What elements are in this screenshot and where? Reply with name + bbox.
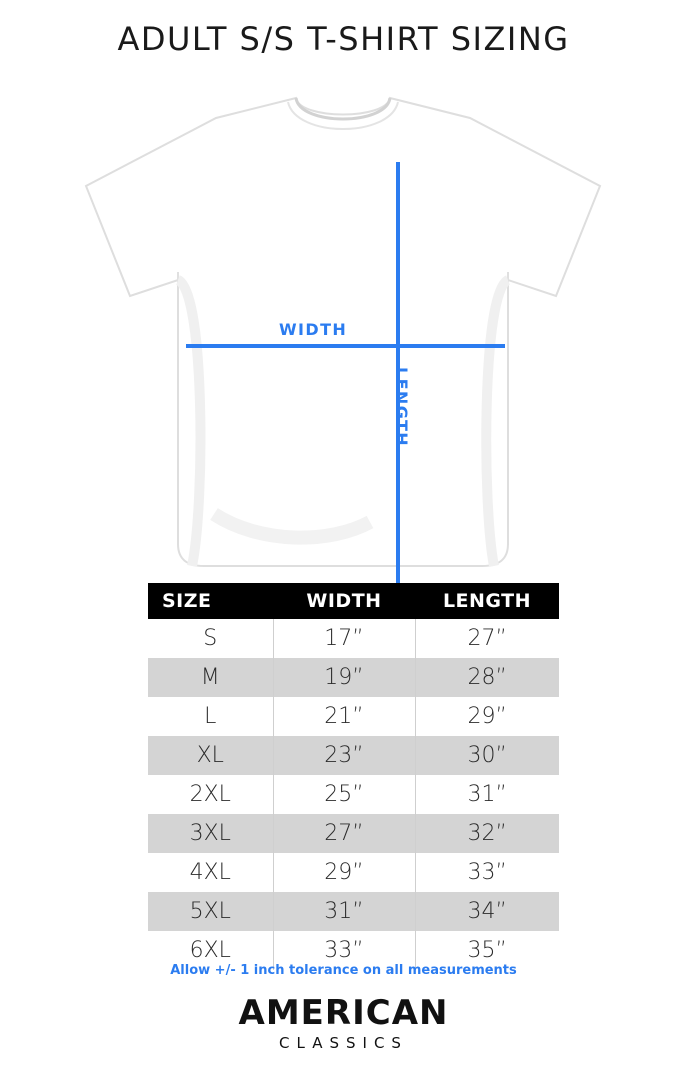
cell-size: 2XL [148, 775, 273, 814]
width-label: WIDTH [279, 320, 348, 339]
table-header-row [148, 583, 559, 619]
cell-length: 30” [415, 736, 559, 775]
table-row [148, 619, 559, 658]
cell-width: 21” [273, 697, 415, 736]
table-row [148, 853, 559, 892]
shirt-diagram [0, 74, 687, 574]
cell-length: 27” [415, 619, 559, 658]
width-measure-line [186, 344, 505, 348]
cell-length: 34” [415, 892, 559, 931]
table-row [148, 736, 559, 775]
cell-size: 6XL [148, 931, 273, 970]
table-row [148, 892, 559, 931]
cell-width: 33” [273, 931, 415, 970]
cell-length: 33” [415, 853, 559, 892]
table-row [148, 658, 559, 697]
cell-length: 31” [415, 775, 559, 814]
cell-length: 29” [415, 697, 559, 736]
table-row [148, 775, 559, 814]
cell-width: 19” [273, 658, 415, 697]
size-table [148, 583, 559, 970]
cell-size: S [148, 619, 273, 658]
cell-size: M [148, 658, 273, 697]
tolerance-note: Allow +/- 1 inch tolerance on all measurements [170, 963, 517, 978]
brand-subtitle: CLASSICS [279, 1034, 408, 1052]
cell-size: XL [148, 736, 273, 775]
table-row [148, 814, 559, 853]
cell-length: 28” [415, 658, 559, 697]
cell-width: 27” [273, 814, 415, 853]
cell-size: 3XL [148, 814, 273, 853]
cell-size: 4XL [148, 853, 273, 892]
cell-width: 31” [273, 892, 415, 931]
cell-length: 32” [415, 814, 559, 853]
cell-width: 25” [273, 775, 415, 814]
cell-size: 5XL [148, 892, 273, 931]
cell-width: 23” [273, 736, 415, 775]
cell-width: 29” [273, 853, 415, 892]
page-title: ADULT S/S T-SHIRT SIZING [117, 20, 570, 58]
header-size: SIZE [148, 583, 273, 619]
size-table-container [148, 583, 540, 970]
length-label: LENGTH [392, 367, 411, 448]
table-row [148, 697, 559, 736]
header-length: LENGTH [415, 583, 559, 619]
cell-width: 17” [273, 619, 415, 658]
cell-length: 35” [415, 931, 559, 970]
brand-name: AMERICAN [238, 993, 449, 1033]
cell-size: L [148, 697, 273, 736]
header-width: WIDTH [273, 583, 415, 619]
